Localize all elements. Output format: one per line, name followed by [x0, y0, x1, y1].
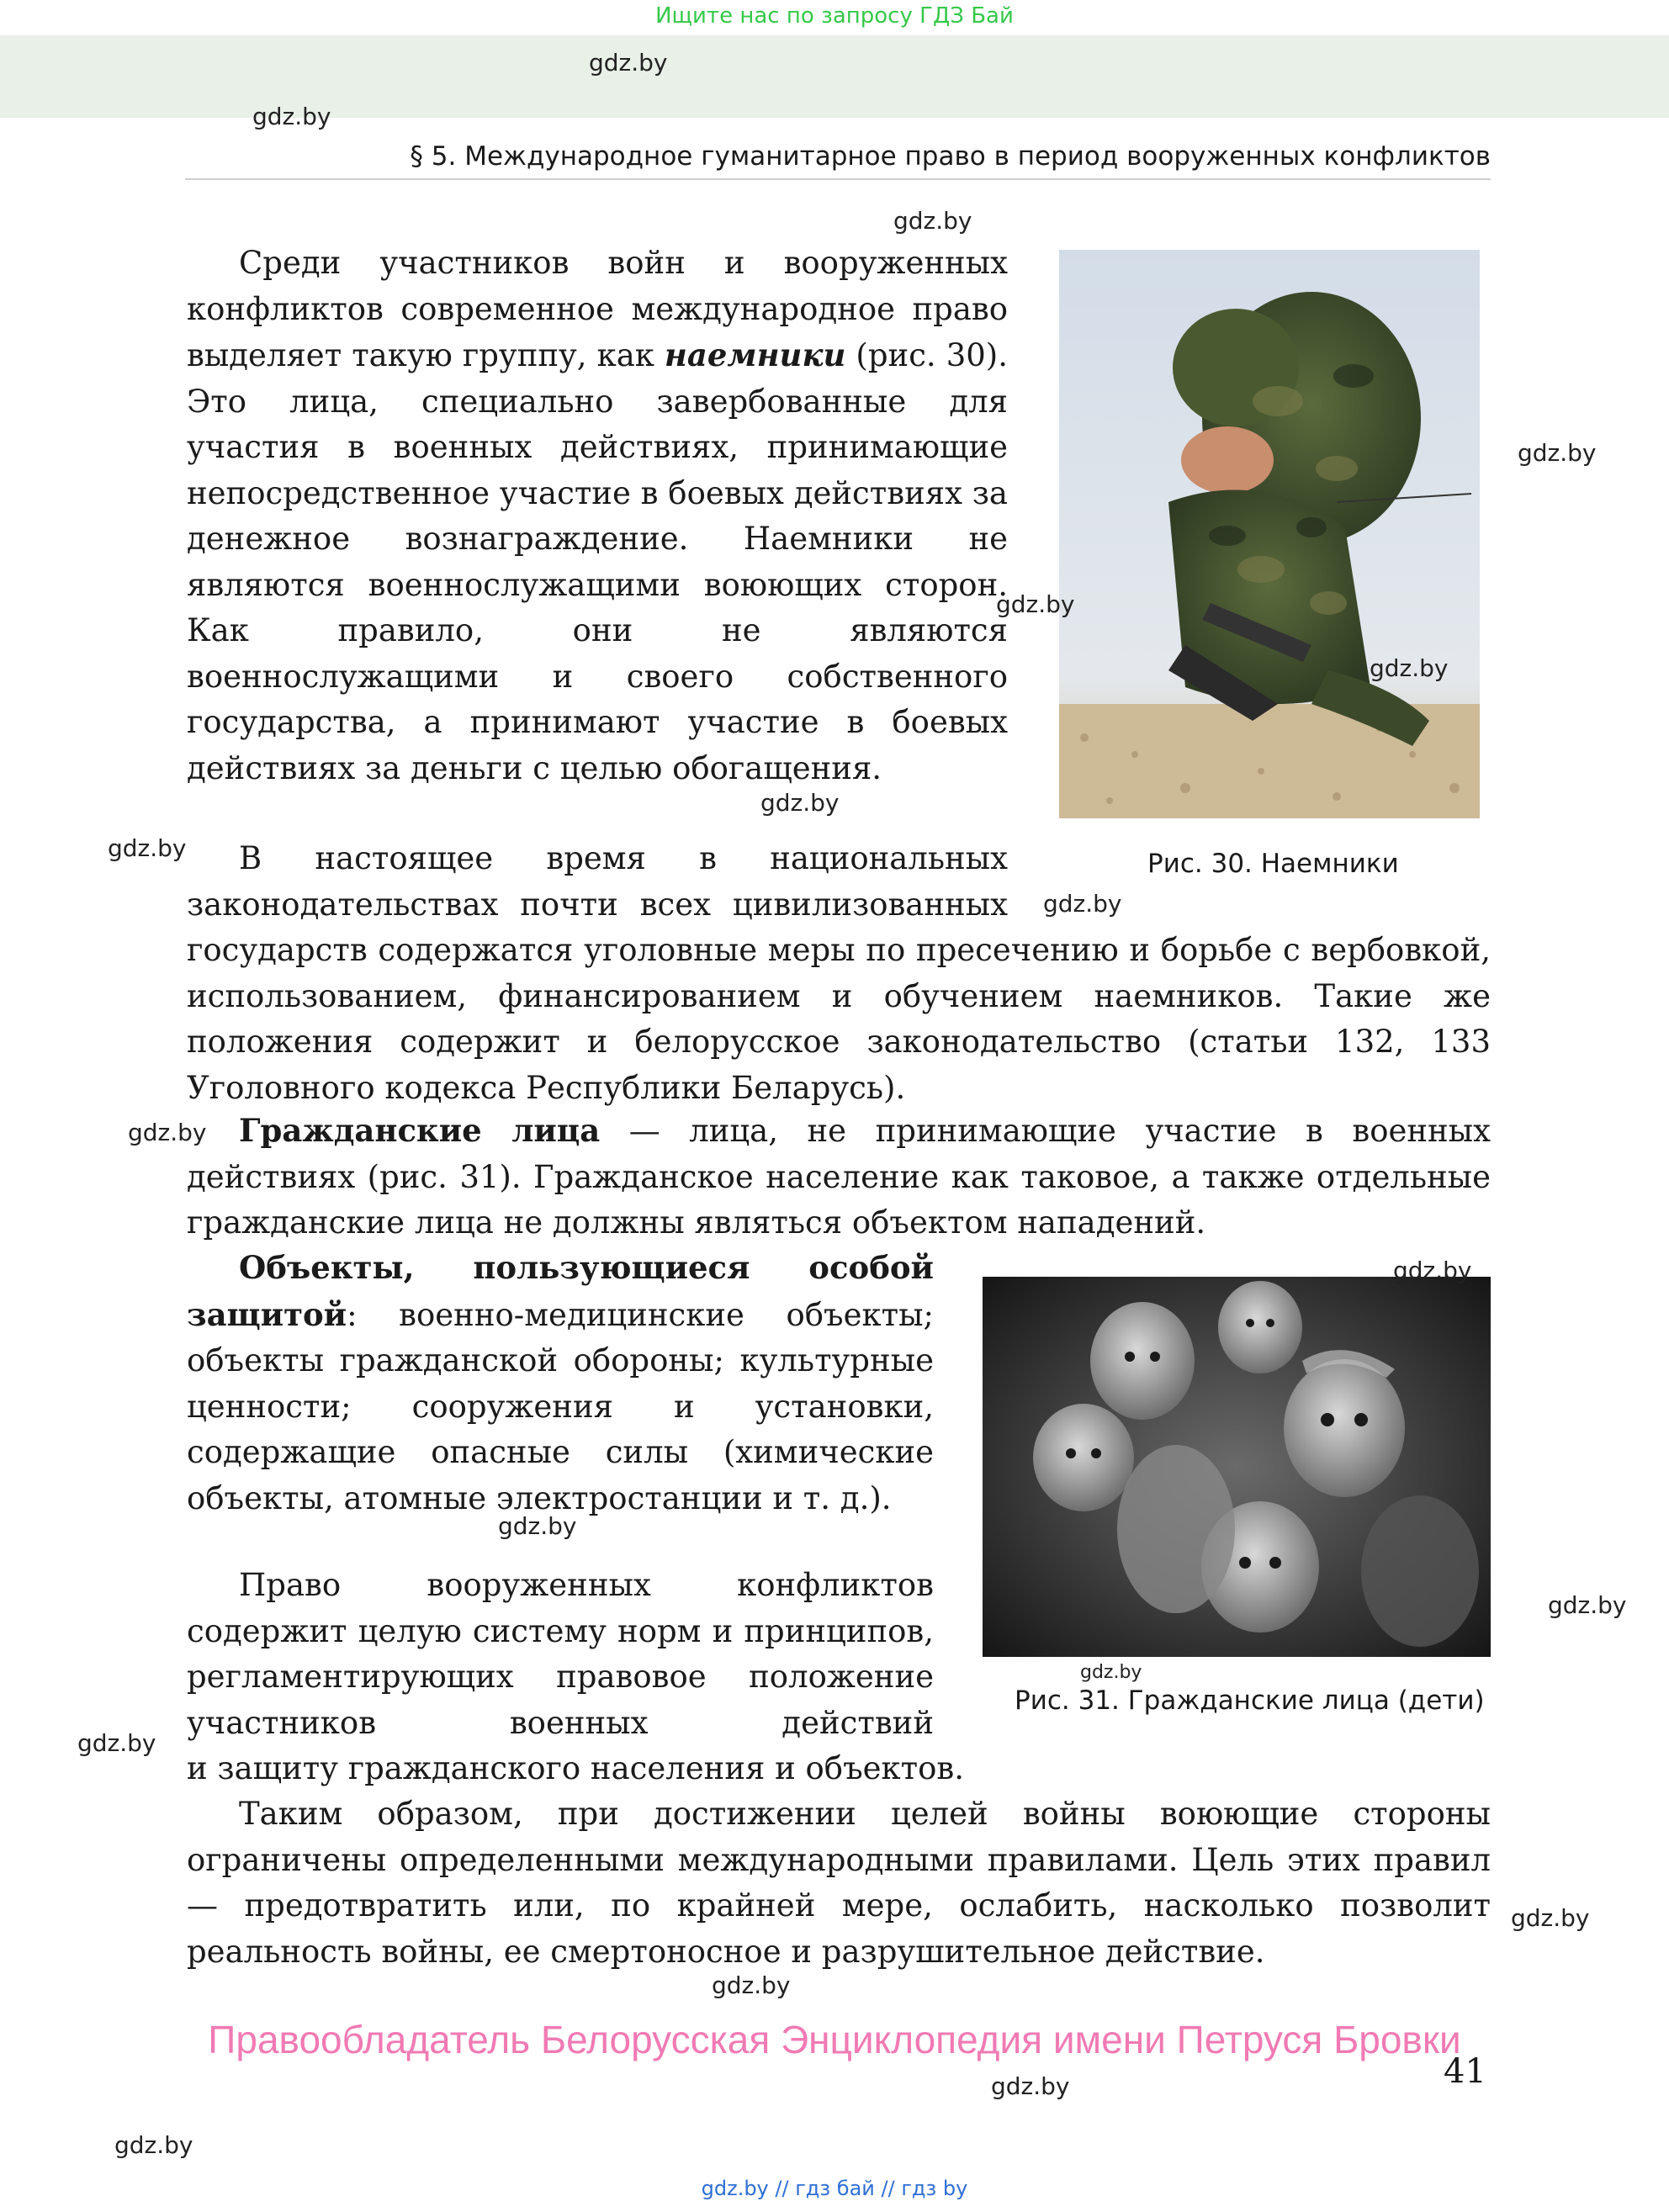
text-run: В настоящее время в национальных законодательствах почти всех цивилизованных	[187, 840, 1008, 923]
paragraph-conclusion	[187, 1791, 1491, 1975]
text-run: : военно-медицинские объекты; объекты гражданской обороны; культурные ценности; сооружения и установки, содержащие опасные силы (химические объекты, атомные электростанции и т. д.).	[187, 1296, 934, 1516]
paragraph-armed-conflict-law-end: и защиту гражданского населения и объектов.	[187, 1750, 964, 1786]
watermark: gdz.by	[712, 1971, 791, 1999]
watermark: gdz.by	[760, 789, 840, 817]
top-band	[0, 35, 1669, 118]
term-protected-objects: Объекты, пользующиеся особой защитой	[187, 1249, 934, 1333]
watermark: gdz.by	[1548, 1591, 1627, 1619]
copyright-line: Правообладатель Белорусская Энциклопедия имени Петруся Бровки	[208, 2018, 1461, 2061]
text-run: Среди участников войн и вооруженных конфликтов современное международное право выделяет такую группу, как	[187, 245, 1008, 373]
watermark: gdz.by	[1518, 439, 1597, 467]
watermark: gdz.by	[77, 1729, 156, 1757]
watermark: gdz.by	[1043, 890, 1122, 918]
term-mercenaries: наемники	[664, 336, 846, 373]
paragraph-mercenaries	[187, 241, 1008, 791]
watermark: gdz.by	[108, 834, 187, 862]
running-header: § 5. Международное гуманитарное право в период вооруженных конфликтов	[185, 141, 1491, 180]
figure-30-caption: Рис. 30. Наемники	[1147, 849, 1399, 879]
watermark: gdz.by	[114, 2131, 193, 2159]
paragraph-protected-objects	[187, 1245, 934, 1521]
figure-31-caption: Рис. 31. Гражданские лица (дети)	[1015, 1685, 1485, 1716]
text-run: (рис. 30). Это лица, специально завербованные для участия в военных действиях, принимающие непосредственное участие в боевых действиях за денежное вознаграждение. Наемники не являются военнослужащими воюющих сторон. Как правило, они не являются военнослужащими и своего собственного государства, а принимают участие в боевых действиях за деньги с целью обогащения.	[187, 337, 1008, 786]
paragraph-armed-conflict-law-start	[187, 1563, 934, 1746]
text-run: Право вооруженных конфликтов содержит целую систему норм и принципов, регламентирующих правовое положение участников военных действий	[187, 1567, 934, 1741]
watermark: gdz.by	[1511, 1904, 1590, 1932]
top-banner	[0, 0, 1669, 35]
soldier-image	[1059, 250, 1480, 818]
text-run: — лица, не принимающие участие в военных действиях (рис. 31). Гражданское население как таковое, а также отдельные гражданские лица не должны являться объектом нападений.	[187, 1113, 1492, 1241]
watermark: gdz.by	[252, 103, 331, 130]
watermark: gdz.by	[996, 590, 1075, 618]
watermark: gdz.by	[589, 49, 668, 77]
figure-30-photo	[1059, 250, 1480, 818]
watermark: gdz.by	[991, 2072, 1070, 2100]
children-image	[983, 1277, 1491, 1657]
paragraph-legislation-rest: государств содержатся уголовные меры по пресечению и борьбе с вербовкой, использованием, финансированием и обучением наемников. Такие же положения содержит и белорусское законодательство (статьи 132, 133 Уголовного кодекса Республики Беларусь).	[187, 932, 1491, 1106]
footer-links[interactable]: gdz.by // гдз бай // гдз by	[701, 2177, 968, 2200]
watermark: gdz.by	[1393, 1257, 1472, 1284]
paragraph-civilians	[187, 1108, 1491, 1246]
paragraph-legislation-start	[187, 836, 1008, 928]
page-number: 41	[1444, 2052, 1486, 2091]
banner-text[interactable]: Ищите нас по запросу ГДЗ Бай	[655, 3, 1014, 29]
watermark: gdz.by	[893, 207, 972, 235]
watermark: gdz.by	[498, 1512, 577, 1540]
figure-31-photo	[983, 1277, 1491, 1657]
watermark: gdz.by	[1370, 654, 1449, 682]
text-run: Таким образом, при достижении целей войны воюющие стороны ограничены определенными международными правилами. Цель этих правил — предотвратить или, по крайней мере, ослабить, насколько позволит реальность войны, ее смертоносное и разрушительное действие.	[187, 1796, 1491, 1970]
watermark: gdz.by	[1080, 1662, 1142, 1683]
term-civilians: Гражданские лица	[239, 1112, 601, 1149]
watermark: gdz.by	[128, 1119, 207, 1146]
